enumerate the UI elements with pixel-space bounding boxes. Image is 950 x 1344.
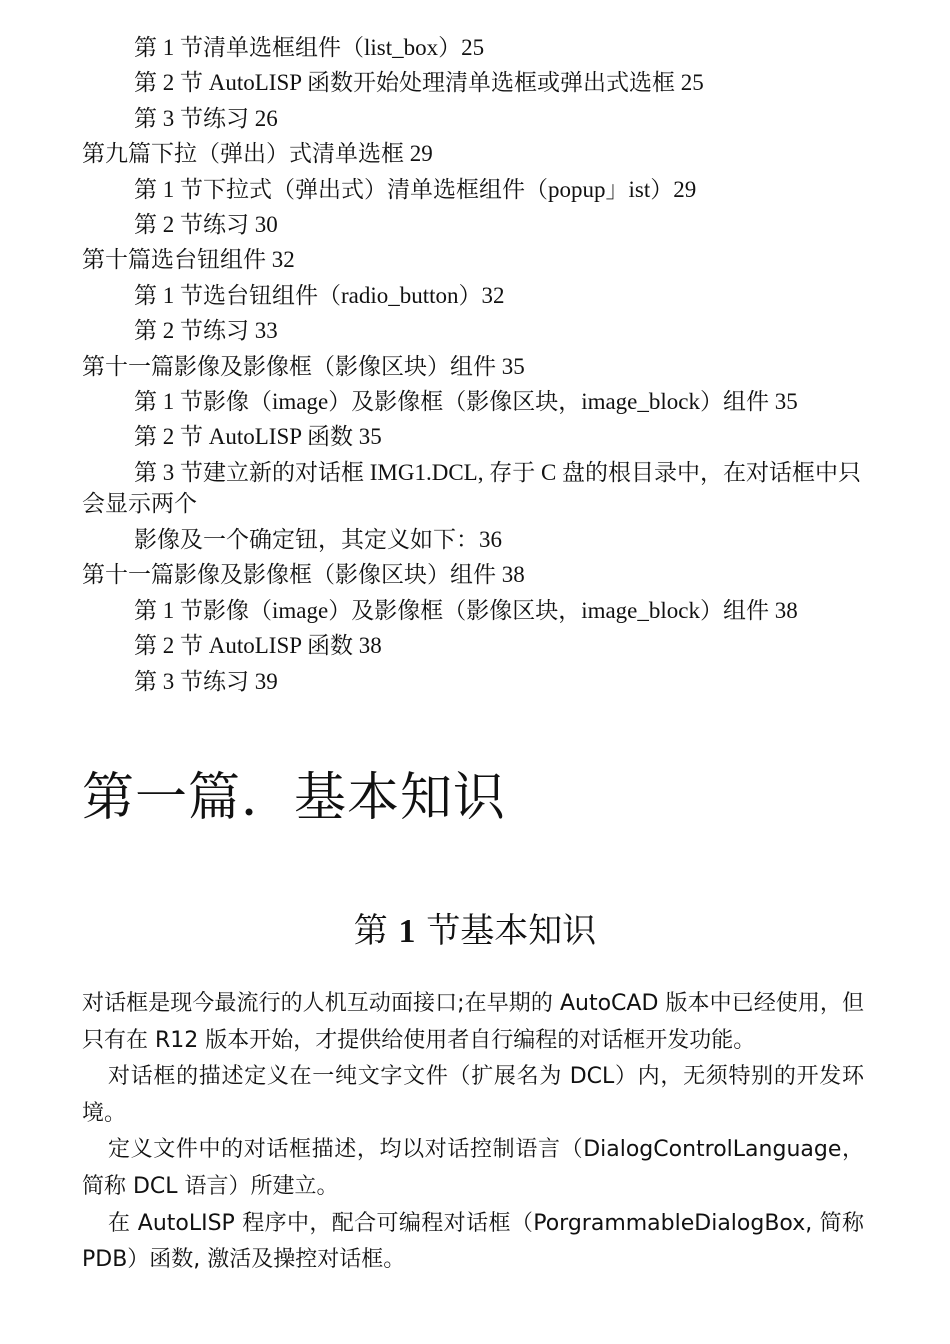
toc-entry[interactable]: 第 3 节练习 39 [134,668,278,694]
section-heading [0,903,950,960]
body-paragraph: 定义文件中的对话框描述，均以对话控制语言（DialogControlLanguage，简称 DCL 语言）所建立。 [82,1137,864,1199]
body-paragraph: 在 AutoLISP 程序中，配合可编程对话框（PorgrammableDialogBox, 简称 PDB）函数, 激活及操控对话框。 [82,1210,864,1273]
toc-entry[interactable]: 第 2 节 AutoLISP 函数开始处理清单选框或弹出式选框 25 [134,70,704,96]
toc-entry[interactable]: 第 2 节练习 33 [134,318,278,344]
table-of-contents [82,30,872,699]
toc-entry[interactable]: 第 3 节练习 26 [134,105,278,131]
toc-entry[interactable]: 影像及一个确定钮，其定义如下：36 [134,526,502,552]
section-heading-number: 1 [398,913,416,950]
part-heading: 第一篇．基本知识 [82,768,507,828]
toc-entry[interactable]: 第 3 节建立新的对话框 IMG1.DCL, 存于 C 盘的根目录中，在对话框中只会显示两个 [82,459,862,516]
body-paragraph: 对话框是现今最流行的人机互动面接口;在早期的 AutoCAD 版本中已经使用，但只有在 R12 版本开始，才提供给使用者自行编程的对话框开发功能。 [82,991,864,1053]
toc-entry[interactable]: 第 1 节下拉式（弹出式）清单选框组件（popup」ist）29 [134,176,697,202]
toc-entry[interactable]: 第 1 节清单选框组件（list_box）25 [134,35,485,60]
toc-entry[interactable]: 第 2 节练习 30 [134,212,278,238]
toc-entry[interactable]: 第 1 节影像（image）及影像框（影像区块，image_block）组件 38 [134,597,798,623]
body-text [82,986,864,1279]
toc-part-entry[interactable]: 第十篇选台钮组件 32 [82,247,295,273]
toc-entry[interactable]: 第 1 节选台钮组件（radio_button）32 [134,282,505,308]
toc-part-entry[interactable]: 第十一篇影像及影像框（影像区块）组件 35 [82,353,525,379]
section-heading-suffix: 节基本知识 [426,911,597,951]
toc-entry[interactable]: 第 2 节 AutoLISP 函数 35 [134,424,382,450]
body-paragraph: 对话框的描述定义在一纯文字文件（扩展名为 DCL）内，无须特别的开发环境。 [82,1064,864,1126]
toc-part-entry[interactable]: 第十一篇影像及影像框（影像区块）组件 38 [82,562,525,588]
toc-entry[interactable]: 第 2 节 AutoLISP 函数 38 [134,633,382,659]
toc-entry[interactable]: 第 1 节影像（image）及影像框（影像区块，image_block）组件 35 [134,389,798,415]
toc-part-entry[interactable]: 第九篇下拉（弹出）式清单选框 29 [82,141,433,167]
section-heading-prefix: 第 [353,911,388,951]
